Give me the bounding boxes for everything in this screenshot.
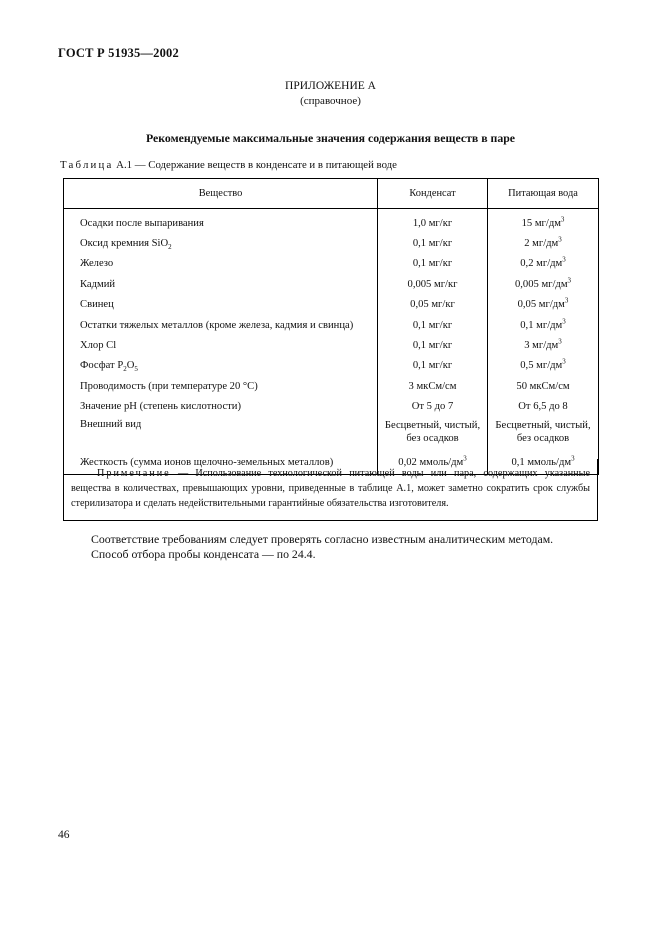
appendix-subtitle: (справочное) [300,95,361,107]
table-caption-text: А.1 — Содержание веществ в конденсате и в питающей воде [113,159,397,171]
row-condensate: 0,1 мг/кг [378,315,488,335]
row-name: Фосфат $P_2O_5$ [64,356,378,376]
substances-table [63,178,599,475]
row-name: Остатки тяжелых металлов (кроме железа, кадмия и свинца) [64,315,378,335]
table-row [64,274,599,294]
table-row [64,213,599,233]
row-condensate: 0,02 ммоль/$дм^3$ [378,452,488,475]
table-row [64,315,599,335]
row-feedwater: 2 $мг/дм^3$ [488,233,599,253]
row-condensate: 0,005 мг/кг [378,274,488,294]
table-row [64,417,599,452]
row-feedwater: 0,1 $мг/дм^3$ [488,315,599,335]
row-condensate: 0,1 мг/кг [378,335,488,355]
row-condensate: От 5 до 7 [378,397,488,417]
row-name: Осадки после выпаривания [64,213,378,233]
standard-header: ГОСТ Р 51935—2002 [58,46,179,60]
table-row [64,335,599,355]
header-substance: Вещество [64,179,378,209]
row-condensate: 0,05 мг/кг [378,295,488,315]
table-note [63,459,598,521]
row-feedwater: Бесцветный, чистый, без осадков [488,417,599,452]
section-title: Рекомендуемые максимальные значения содержания веществ в паре [145,131,516,145]
table-row [64,356,599,376]
row-name: Свинец [64,295,378,315]
row-name: Проводимость (при температуре 20 °С) [64,376,378,396]
table-row [64,254,599,274]
row-name: Кадмий [64,274,378,294]
row-condensate: 1,0 мг/кг [378,213,488,233]
row-feedwater: 0,005 $мг/дм^3$ [488,274,599,294]
row-feedwater: 0,5 $мг/дм^3$ [488,356,599,376]
header-feedwater: Питающая вода [488,179,599,209]
row-feedwater: 0,2 $мг/дм^3$ [488,254,599,274]
table-row [64,397,599,417]
table-header-row [64,179,599,209]
row-name: Оксид кремния SiO$_2$ [64,233,378,253]
row-feedwater: 0,1 ммоль/$дм^3$ [488,452,599,475]
row-name: Хлор Cl [64,335,378,355]
page-number: 46 [58,829,70,841]
row-condensate: Бесцветный, чистый, без осадков [378,417,488,452]
row-feedwater: 3 $мг/дм^3$ [488,335,599,355]
note-label: Примечание [97,468,171,479]
row-feedwater: 15 $мг/дм^3$ [488,213,599,233]
table-row [64,295,599,315]
appendix-title: ПРИЛОЖЕНИЕ А [285,80,376,92]
table-caption [60,159,397,171]
table-row [64,376,599,396]
header-condensate: Конденсат [378,179,488,209]
row-name: Значение pH (степень кислотности) [64,397,378,417]
row-feedwater: От 6,5 до 8 [488,397,599,417]
row-condensate: 3 мкСм/см [378,376,488,396]
body-paragraph-1: Соответствие требованиям следует проверять согласно известным аналитическим методам. [91,532,554,546]
row-condensate: 0,1 мг/кг [378,356,488,376]
body-paragraph-2: Способ отбора пробы конденсата — по 24.4. [91,547,316,561]
note-text: — Использование технологической питающей воды или пара, содержащих указанные вещества в количествах, превышающих уровни, приведенные в таблице А.1, может заметно сократить срок службы стерилизатора и сделать недействительными гарантийные обязательства изготовителя. [71,468,590,509]
row-condensate: 0,1 мг/кг [378,233,488,253]
table-caption-prefix: Таблица [60,159,114,171]
row-name: Железо [64,254,378,274]
table-row [64,233,599,253]
row-feedwater: 0,05 $мг/дм^3$ [488,295,599,315]
row-condensate: 0,1 мг/кг [378,254,488,274]
row-feedwater: 50 мкСм/см [488,376,599,396]
row-name: Жесткость (сумма ионов щелочно-земельных металлов) [64,452,378,475]
row-name: Внешний вид [64,417,378,452]
